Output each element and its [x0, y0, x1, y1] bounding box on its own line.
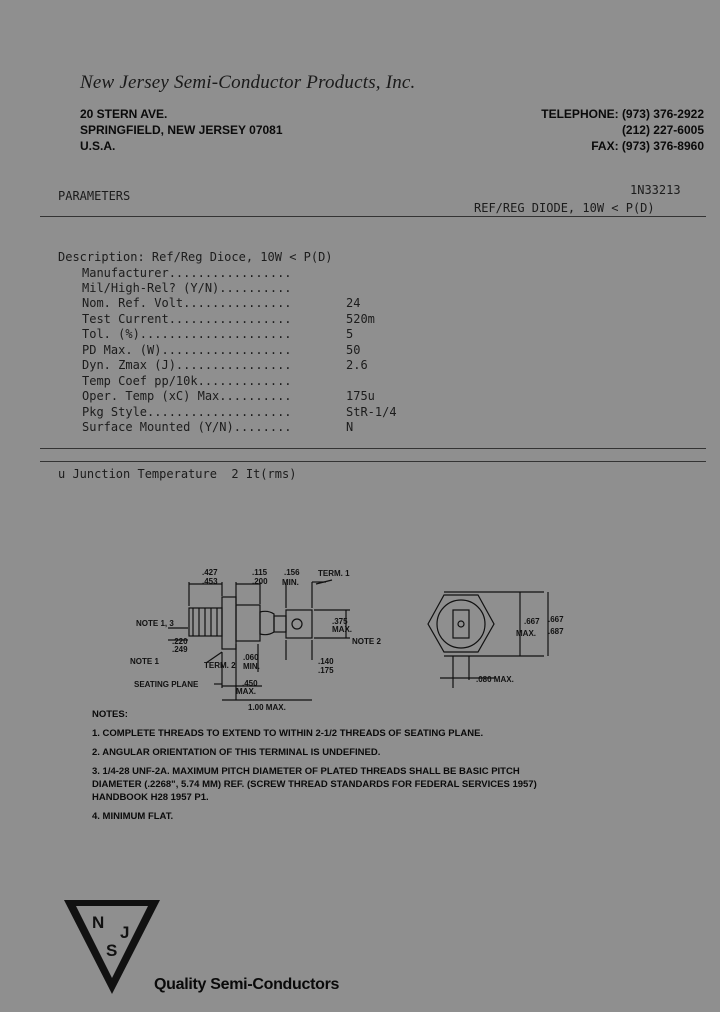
footnote: u Junction Temperature 2 It(rms) — [58, 467, 297, 481]
dim-label: .080 MAX. — [476, 675, 514, 684]
terminal-lug — [286, 610, 312, 638]
dim-label: .450 — [242, 679, 258, 688]
dim-label: .667 — [524, 617, 540, 626]
address-line: 20 STERN AVE. — [80, 107, 168, 121]
dim-label: .156 — [284, 568, 300, 577]
part-title: REF/REG DIODE, 10W < P(D) — [474, 201, 655, 215]
terminal-1-label: TERM. 1 — [318, 569, 350, 578]
telephone-line: TELEPHONE: (973) 376-2922 — [541, 107, 704, 121]
note-item: 3. 1/4-28 UNF-2A. MAXIMUM PITCH DIAMETER OF PLATED THREADS SHALL BE BASIC PITCH DIAMETER (.2268", 5.74 MM) REF. (SCREW THREAD STANDARDS FOR FEDERAL SERVICES 1957) HANDBOOK H28 1957 P1. — [92, 766, 537, 803]
dim-label: .249 — [172, 645, 188, 654]
parameter-table — [0, 0, 720, 500]
description-line: Description: Ref/Reg Dioce, 10W < P(D) — [58, 250, 333, 264]
param-label: Mil/High-Rel? (Y/N).......... — [82, 281, 292, 295]
note-label: NOTE 2 — [352, 637, 381, 646]
dim-label: .175 — [318, 666, 334, 675]
address-line: SPRINGFIELD, NEW JERSEY 07081 — [80, 123, 283, 137]
dim-label: .220 — [172, 637, 188, 646]
notes-heading: NOTES: — [92, 709, 128, 720]
dim-label: .667 — [548, 615, 564, 624]
fax-line: FAX: (973) 376-8960 — [591, 139, 704, 153]
note-label: NOTE 1, 3 — [136, 619, 174, 628]
param-label: PD Max. (W).................. — [82, 343, 292, 357]
terminal-end — [453, 610, 469, 638]
param-label: Dyn. Zmax (J)................ — [82, 358, 292, 372]
divider — [40, 461, 706, 462]
note-label: NOTE 1 — [130, 657, 159, 666]
note-item: 2. ANGULAR ORIENTATION OF THIS TERMINAL IS UNDEFINED. — [92, 747, 381, 758]
param-label: Pkg Style.................... — [82, 405, 292, 419]
param-value: 50 — [346, 343, 361, 357]
dim-label: MAX. — [236, 687, 256, 696]
dim-label: .060 — [243, 653, 259, 662]
notes-block — [92, 708, 552, 829]
logo-letter: N — [92, 913, 105, 932]
param-label: Temp Coef pp/10k............. — [82, 374, 292, 388]
param-value: 520m — [346, 312, 375, 326]
param-label: Nom. Ref. Volt............... — [82, 296, 292, 310]
divider — [40, 448, 706, 449]
dim-label: .687 — [548, 627, 564, 636]
note-item: 4. MINIMUM FLAT. — [92, 811, 174, 822]
dim-label: 1.00 MAX. — [248, 703, 286, 710]
seating-plane-label: SEATING PLANE — [134, 680, 199, 689]
param-label: Tol. (%)..................... — [82, 327, 292, 341]
telephone-line: (212) 227-6005 — [621, 123, 704, 137]
hex-end-view — [428, 595, 494, 652]
insulator — [260, 611, 274, 634]
dim-label: .115 — [252, 568, 268, 577]
dim-label: .427 — [202, 568, 218, 577]
param-label: Oper. Temp (xC) Max.......... — [82, 389, 292, 403]
company-name: New Jersey Semi-Conductor Products, Inc. — [80, 72, 416, 93]
param-value: StR-1/4 — [346, 405, 397, 419]
part-number: 1N33213 — [630, 183, 681, 197]
njs-logo — [62, 898, 162, 998]
dim-label: MAX. — [516, 629, 536, 638]
logo-letter: J — [120, 923, 130, 942]
param-value: N — [346, 420, 354, 434]
slogan: Quality Semi-Conductors — [154, 976, 340, 993]
address-line: U.S.A. — [80, 139, 116, 153]
dim-label: MAX. — [332, 625, 352, 634]
terminal-2-label: TERM. 2 — [204, 661, 236, 670]
logo-letter: S — [106, 941, 118, 960]
terminal-end-hole — [458, 621, 464, 627]
flange-side — [236, 605, 260, 641]
hex-inner-circle — [437, 600, 485, 648]
param-value: 2.6 — [346, 358, 368, 372]
terminal-neck — [274, 616, 286, 632]
note-item: 1. COMPLETE THREADS TO EXTEND TO WITHIN 2-1/2 THREADS OF SEATING PLANE. — [92, 728, 484, 739]
param-label: Test Current................. — [82, 312, 292, 326]
param-value: 5 — [346, 327, 354, 341]
param-label: Manufacturer................. — [82, 266, 292, 280]
dim-label: .375 — [332, 617, 348, 626]
dim-label: .453 — [202, 577, 218, 586]
param-value: 175u — [346, 389, 375, 403]
dim-label: .200 — [252, 577, 268, 586]
dim-label: .140 — [318, 657, 334, 666]
package-drawing — [0, 560, 720, 710]
section-label: PARAMETERS — [58, 189, 131, 203]
dim-label: MIN. — [243, 662, 260, 671]
dim-label: MIN. — [282, 578, 299, 587]
param-value: 24 — [346, 296, 361, 310]
param-label: Surface Mounted (Y/N)........ — [82, 420, 292, 434]
hex-body-side — [222, 597, 236, 649]
terminal-hole — [292, 619, 302, 629]
